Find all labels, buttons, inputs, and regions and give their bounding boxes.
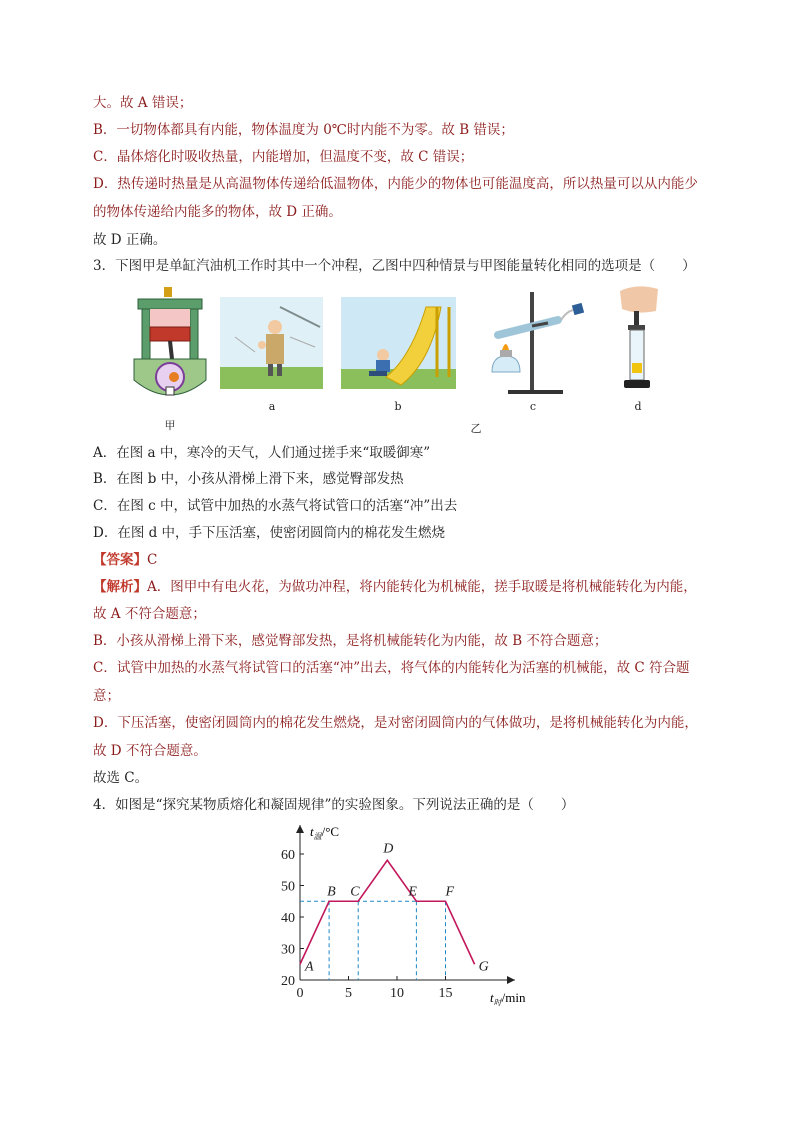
hand	[620, 286, 658, 312]
q3-option-d: D．在图 d 中，手下压活塞，使密闭圆筒内的棉花发生燃烧	[93, 525, 446, 541]
point-label-E: E	[408, 884, 417, 900]
analysis-text-1: A．图甲中有电火花，为做功冲程，将内能转化为机械能，搓手取暖是将机械能转化为内能，	[147, 579, 697, 595]
stand-rod	[530, 292, 534, 390]
q3-analysis-line-7: 故 D 不符合题意。	[93, 743, 207, 759]
point-label-D: D	[383, 841, 394, 857]
y-tick-label-40: 40	[281, 911, 295, 926]
y-axis-arrow	[296, 825, 304, 833]
answer-tag: 【答案】	[93, 552, 147, 568]
x-tick-label-15: 15	[438, 986, 453, 1001]
melting-solidification-chart	[270, 820, 550, 1010]
y-tick-label-20: 20	[281, 974, 295, 989]
test-tube	[498, 320, 558, 335]
figure-label-b: b	[394, 400, 402, 413]
figure-label-a: a	[268, 400, 276, 413]
q3-option-a: A．在图 a 中，寒冷的天气，人们通过搓手来“取暖御寒”	[93, 445, 431, 461]
y-tick-label-60: 60	[281, 848, 295, 863]
q3-analysis-line-4: C．试管中加热的水蒸气将试管口的活塞“冲”出去，将气体的内能转化为活塞的机械能，故 C 符合题	[93, 660, 690, 676]
piston	[150, 327, 190, 341]
x-axis-arrow	[507, 976, 515, 984]
prev-line-6: 故 D 正确。	[93, 232, 167, 248]
x-tick-label-0: 0	[296, 986, 304, 1001]
q3-analysis-line-2: 故 A 不符合题意；	[93, 606, 206, 622]
q3-analysis-line-3: B．小孩从滑梯上滑下来，感觉臀部发热，是将机械能转化为内能，故 B 不符合题意；	[93, 633, 608, 649]
point-label-B: B	[327, 884, 336, 900]
q3-analysis-line-1	[93, 577, 697, 597]
figure-label-d: d	[634, 400, 642, 413]
prev-line-4: D．热传递时热量是从高温物体传递给低温物体，内能少的物体也可能温度高，所以热量可以从内能少	[93, 176, 698, 192]
q3-option-c: C．在图 c 中，试管中加热的水蒸气将试管口的活塞“冲”出去	[93, 498, 458, 514]
prev-line-1: 大。故 A 错误；	[93, 95, 193, 111]
figure-a-rubbing-hands	[220, 297, 323, 389]
temperature-curve	[300, 860, 475, 964]
q3-analysis-line-5: 意；	[93, 688, 120, 704]
x-tick-label-5: 5	[345, 986, 352, 1001]
q3-option-b: B．在图 b 中，小孩从滑梯上滑下来，感觉臀部发热	[93, 471, 404, 487]
prev-line-2: B．一切物体都具有内能，物体温度为 0℃时内能不为零。故 B 错误；	[93, 122, 514, 138]
analysis-tag: 【解析】	[93, 579, 147, 595]
point-label-G: G	[478, 959, 489, 975]
q3-answer-line	[93, 550, 157, 570]
prev-line-3: C．晶体熔化时吸收热量，内能增加，但温度不变，故 C 错误；	[93, 149, 474, 165]
figure-c-test-tube	[478, 290, 588, 396]
figure-b-slide	[341, 297, 456, 389]
q3-stem: 3．下图甲是单缸汽油机工作时其中一个冲程，乙图中四种情景与甲图能量转化相同的选项是（ ）	[93, 258, 696, 274]
point-label-F: F	[445, 884, 455, 900]
y-axis-label: $t_温/^\circ C$	[310, 824, 340, 841]
spark-plug	[164, 287, 172, 297]
x-tick-label-10: 10	[390, 986, 404, 1001]
figure-label-yi: 乙	[470, 422, 482, 435]
stopper	[572, 303, 584, 315]
figure-label-jia: 甲	[164, 419, 176, 432]
engine-cylinder-figure	[130, 285, 210, 410]
prev-line-5: 的物体传递给内能多的物体，故 D 正确。	[93, 204, 342, 220]
point-label-A: A	[305, 959, 314, 975]
figure-d-fire-piston	[612, 283, 662, 395]
q3-analysis-line-8: 故选 C。	[93, 770, 149, 786]
y-tick-label-50: 50	[281, 879, 295, 895]
answer-value: C	[147, 552, 158, 568]
point-label-C: C	[350, 884, 360, 900]
figure-label-c: c	[529, 400, 537, 413]
q4-stem: 4．如图是“探究某物质熔化和凝固规律”的实验图象。下列说法正确的是（ ）	[93, 797, 575, 813]
x-axis-label: $t_时/\min$	[490, 990, 526, 1007]
y-tick-label-30: 30	[281, 942, 295, 958]
q3-analysis-line-6: D．下压活塞，使密闭圆筒内的棉花发生燃烧，是对密闭圆筒内的气体做功，是将机械能转化为内能，	[93, 715, 698, 731]
